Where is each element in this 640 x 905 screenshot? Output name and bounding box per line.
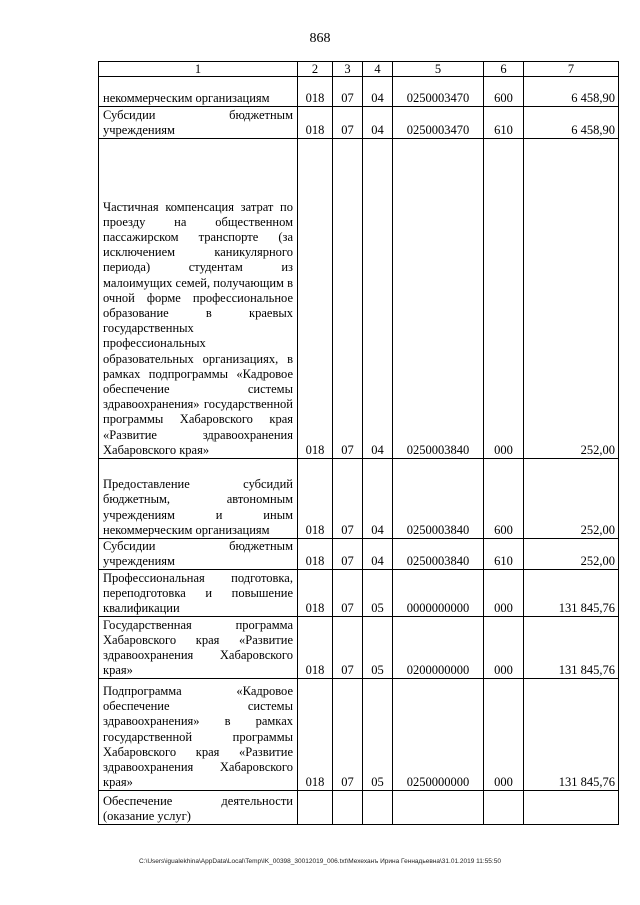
- table-row: [99, 459, 619, 539]
- header-cell: 4: [363, 62, 393, 77]
- row-name-cell: некоммерческим организациям: [99, 77, 298, 107]
- row-col4-cell: [363, 791, 393, 825]
- row-col4-cell: 04: [363, 139, 393, 459]
- row-col3-cell: 07: [333, 139, 363, 459]
- row-col6-cell: 000: [484, 617, 524, 679]
- row-col2-cell: [298, 791, 333, 825]
- row-col4-cell: 04: [363, 459, 393, 539]
- row-col7-cell: 6 458,90: [524, 77, 619, 107]
- row-col2-cell: 018: [298, 459, 333, 539]
- table-row: [99, 617, 619, 679]
- row-col7-cell: [524, 791, 619, 825]
- row-name-cell: Подпрограмма «Кадровое обеспечение системы здравоохранения» в рамках государственной программы Хабаровского края «Развитие здравоохранения Хабаровского края»: [99, 679, 298, 791]
- row-col6-cell: 600: [484, 77, 524, 107]
- table-header-row: [99, 62, 619, 77]
- row-col5-cell: 0250003840: [393, 539, 484, 570]
- row-col3-cell: 07: [333, 459, 363, 539]
- row-col2-cell: 018: [298, 679, 333, 791]
- header-cell: 5: [393, 62, 484, 77]
- table-row: [99, 539, 619, 570]
- header-cell: 1: [99, 62, 298, 77]
- row-col3-cell: 07: [333, 570, 363, 617]
- row-col7-cell: 252,00: [524, 459, 619, 539]
- row-col7-cell: 131 845,76: [524, 570, 619, 617]
- table-row: [99, 107, 619, 139]
- row-col6-cell: 000: [484, 139, 524, 459]
- row-col7-cell: 252,00: [524, 539, 619, 570]
- header-cell: 2: [298, 62, 333, 77]
- row-col2-cell: 018: [298, 570, 333, 617]
- row-col4-cell: 05: [363, 617, 393, 679]
- row-col7-cell: 6 458,90: [524, 107, 619, 139]
- row-col4-cell: 05: [363, 570, 393, 617]
- row-col5-cell: 0200000000: [393, 617, 484, 679]
- row-name-cell: Частичная компенсация затрат по проезду на общественном пассажирском транспорте (за исключением каникулярного периода) студентам из малоимущих семей, получающим в очной форме профессиональное образование в краевых государственных профессиональных образовательных организациях, в рамках подпрограммы «Кадровое обеспечение системы здравоохранения» государственной программы Хабаровского края «Развитие здравоохранения Хабаровского края»: [99, 139, 298, 459]
- row-col6-cell: 000: [484, 679, 524, 791]
- row-col3-cell: 07: [333, 77, 363, 107]
- table-row: [99, 570, 619, 617]
- row-col4-cell: 04: [363, 77, 393, 107]
- row-col6-cell: 610: [484, 107, 524, 139]
- row-name-cell: Субсидии бюджетным учреждениям: [99, 539, 298, 570]
- row-col5-cell: 0250003470: [393, 107, 484, 139]
- row-col5-cell: 0250003840: [393, 139, 484, 459]
- row-col7-cell: 131 845,76: [524, 679, 619, 791]
- row-col4-cell: 04: [363, 107, 393, 139]
- row-col3-cell: [333, 791, 363, 825]
- row-col6-cell: 000: [484, 570, 524, 617]
- table-row: [99, 679, 619, 791]
- page-number: 868: [309, 31, 331, 46]
- row-col6-cell: 610: [484, 539, 524, 570]
- row-col2-cell: 018: [298, 139, 333, 459]
- row-col2-cell: 018: [298, 107, 333, 139]
- row-col3-cell: 07: [333, 679, 363, 791]
- row-col6-cell: [484, 791, 524, 825]
- file-path-footer: C:\Users\igualekhina\AppData\Local\Temp\IK_00398_30012019_006.txt\Мехеханъ Ирина Геннадьевна\31.01.2019 11:55:50: [139, 858, 501, 865]
- row-name-cell: Обеспечение деятельности (оказание услуг): [99, 791, 298, 825]
- row-col4-cell: 04: [363, 539, 393, 570]
- row-col3-cell: 07: [333, 617, 363, 679]
- row-col5-cell: 0250000000: [393, 679, 484, 791]
- row-name-cell: Профессиональная подготовка, переподготовка и повышение квалификации: [99, 570, 298, 617]
- header-cell: 7: [524, 62, 619, 77]
- row-name-cell: Государственная программа Хабаровского края «Развитие здравоохранения Хабаровского края»: [99, 617, 298, 679]
- row-name-cell: Субсидии бюджетным учреждениям: [99, 107, 298, 139]
- row-col2-cell: 018: [298, 77, 333, 107]
- table-row: [99, 791, 619, 825]
- row-col5-cell: 0250003840: [393, 459, 484, 539]
- row-col7-cell: 131 845,76: [524, 617, 619, 679]
- budget-table: [98, 61, 619, 825]
- header-cell: 6: [484, 62, 524, 77]
- row-col5-cell: [393, 791, 484, 825]
- table-row: [99, 77, 619, 107]
- row-col2-cell: 018: [298, 539, 333, 570]
- table-row: [99, 139, 619, 459]
- header-cell: 3: [333, 62, 363, 77]
- row-col3-cell: 07: [333, 539, 363, 570]
- row-col3-cell: 07: [333, 107, 363, 139]
- row-col4-cell: 05: [363, 679, 393, 791]
- row-col5-cell: 0000000000: [393, 570, 484, 617]
- row-col6-cell: 600: [484, 459, 524, 539]
- row-col5-cell: 0250003470: [393, 77, 484, 107]
- row-col2-cell: 018: [298, 617, 333, 679]
- row-name-cell: Предоставление субсидий бюджетным, автономным учреждениям и иным некоммерческим организациям: [99, 459, 298, 539]
- table-body: [99, 62, 619, 825]
- row-col7-cell: 252,00: [524, 139, 619, 459]
